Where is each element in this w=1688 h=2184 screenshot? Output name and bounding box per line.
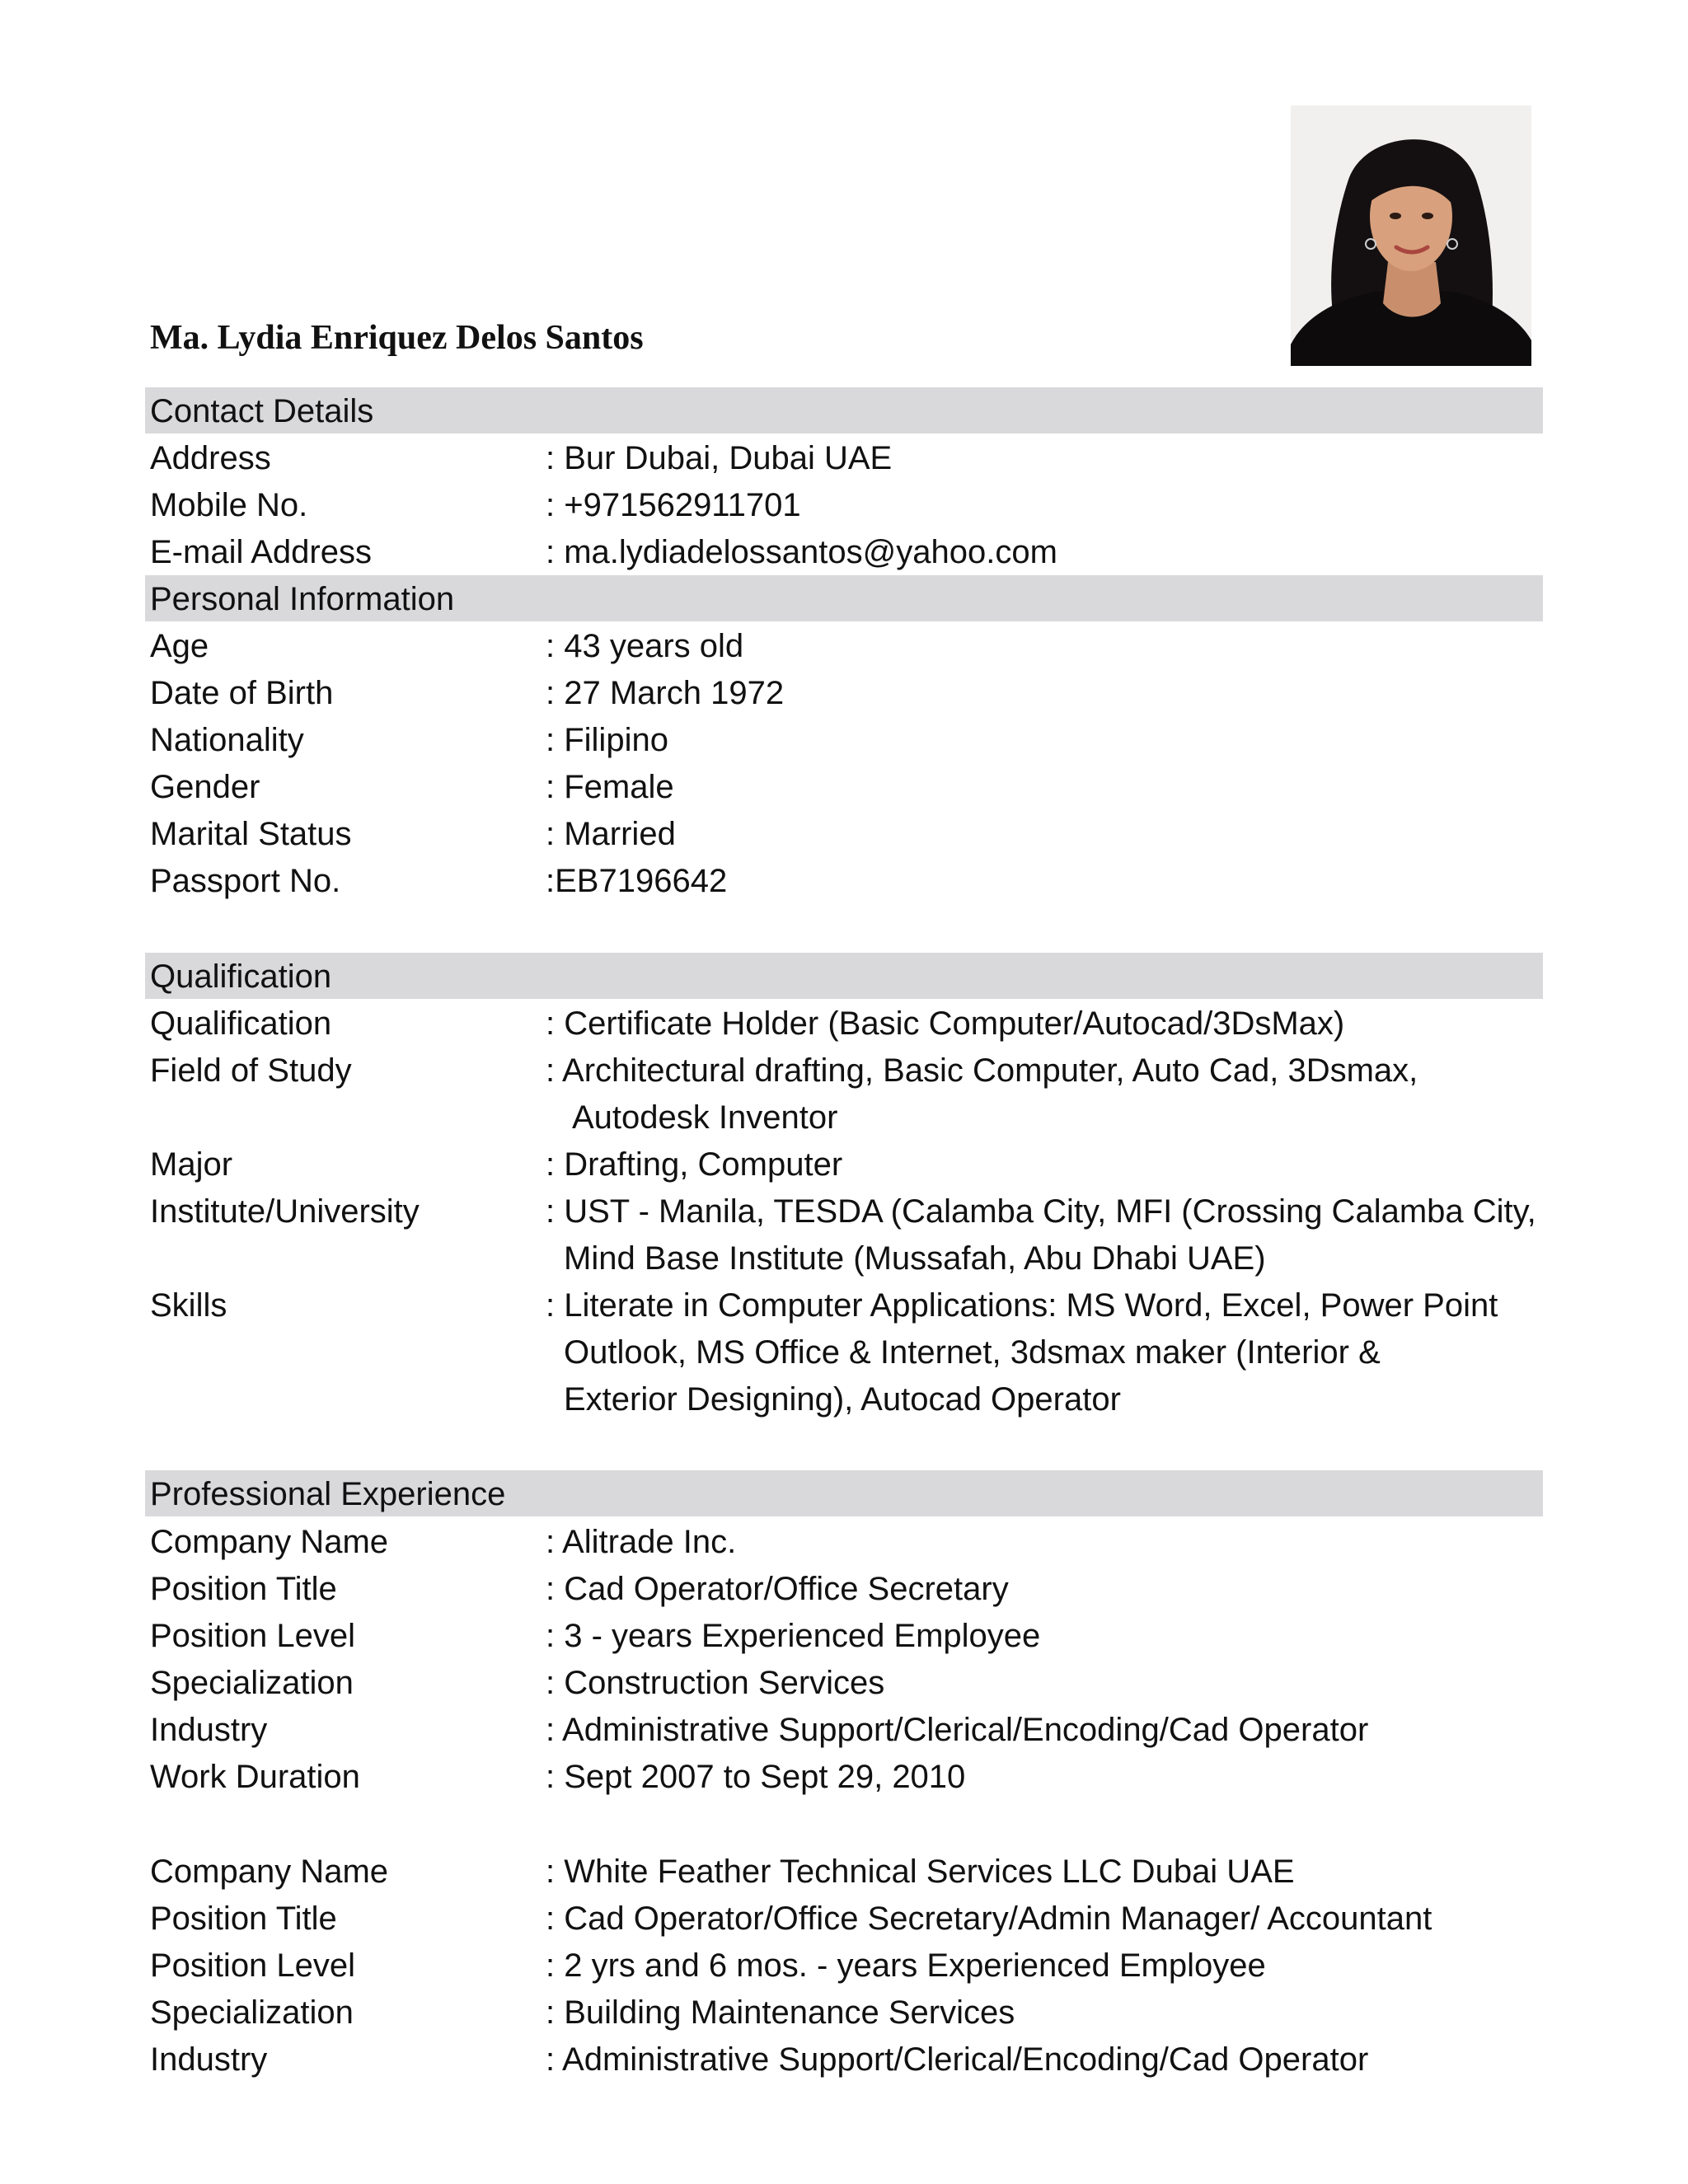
field-label: Position Level [150,1947,356,1984]
field-label: E-mail Address [150,534,372,570]
field-value: : Cad Operator/Office Secretary [546,1571,1009,1607]
field-value-line: Mind Base Institute (Mussafah, Abu Dhabi UAE) [564,1240,1266,1277]
field-value: : Cad Operator/Office Secretary/Admin Manager/ Accountant [546,1900,1432,1937]
field-value-line: : UST - Manila, TESDA (Calamba City, MFI (Crossing Calamba City, [546,1193,1536,1230]
field-value-line: Exterior Designing), Autocad Operator [564,1381,1121,1418]
section-header-contact-details: Contact Details [145,387,1543,434]
field-label: Skills [150,1287,227,1324]
field-value [546,1001,1344,1047]
field-value: : Administrative Support/Clerical/Encoding/Cad Operator [546,2041,1369,2078]
field-label: Major [150,1146,233,1183]
field-value: : Bur Dubai, Dubai UAE [546,440,893,476]
field-label: Company Name [150,1524,389,1560]
field-value: : White Feather Technical Services LLC Dubai UAE [546,1854,1295,1890]
field-value: : Building Maintenance Services [546,1994,1015,2031]
field-value [546,1141,842,1188]
field-label: Address [150,440,271,476]
field-label: Position Level [150,1618,356,1654]
field-value-line: : Literate in Computer Applications: MS Word, Excel, Power Point [546,1287,1498,1324]
section-header-professional-experience: Professional Experience [145,1470,1543,1516]
field-label: Company Name [150,1854,389,1890]
field-label: Specialization [150,1994,354,2031]
field-value: : Alitrade Inc. [546,1524,737,1560]
field-label: Institute/University [150,1193,420,1230]
field-label: Industry [150,1712,268,1748]
field-value: : 43 years old [546,628,744,664]
person-portrait-icon [1291,105,1531,366]
field-value: : +971562911701 [546,487,801,523]
field-label: Specialization [150,1665,354,1701]
field-value-line: : Drafting, Computer [546,1146,843,1183]
profile-photo [1291,105,1531,366]
section-header-personal-information: Personal Information [145,575,1543,621]
field-value: : Female [546,769,674,805]
section-header-qualification: Qualification [145,953,1543,999]
field-value: : 3 - years Experienced Employee [546,1618,1041,1654]
field-label: Work Duration [150,1759,360,1795]
field-value-line: Outlook, MS Office & Internet, 3dsmax maker (Interior & [564,1334,1381,1371]
field-value: : Married [546,816,676,852]
field-value [546,1282,1498,1423]
field-value-line: : Architectural drafting, Basic Computer, Auto Cad, 3Dsmax, [546,1052,1418,1089]
field-value [546,1047,1418,1141]
field-value: : ma.lydiadelossantos@yahoo.com [546,534,1057,570]
candidate-name: Ma. Lydia Enriquez Delos Santos [150,319,644,357]
field-label: Passport No. [150,863,341,899]
field-value: : Construction Services [546,1665,885,1701]
field-label: Mobile No. [150,487,308,523]
field-value-line: Autodesk Inventor [572,1099,838,1136]
field-value: : 27 March 1972 [546,675,785,711]
field-label: Age [150,628,209,664]
field-label: Gender [150,769,260,805]
field-label: Field of Study [150,1052,352,1089]
field-label: Qualification [150,1005,332,1042]
field-value: : Filipino [546,722,668,758]
field-label: Position Title [150,1900,337,1937]
field-value-line: : Certificate Holder (Basic Computer/Autocad/3DsMax) [546,1005,1345,1042]
field-value [546,1188,1536,1282]
field-value: : Administrative Support/Clerical/Encoding/Cad Operator [546,1712,1369,1748]
field-label: Industry [150,2041,268,2078]
field-label: Nationality [150,722,304,758]
field-label: Date of Birth [150,675,334,711]
field-label: Position Title [150,1571,337,1607]
field-value: : 2 yrs and 6 mos. - years Experienced Employee [546,1947,1266,1984]
field-value: : Sept 2007 to Sept 29, 2010 [546,1759,966,1795]
field-label: Marital Status [150,816,352,852]
field-value: :EB7196642 [546,863,728,899]
